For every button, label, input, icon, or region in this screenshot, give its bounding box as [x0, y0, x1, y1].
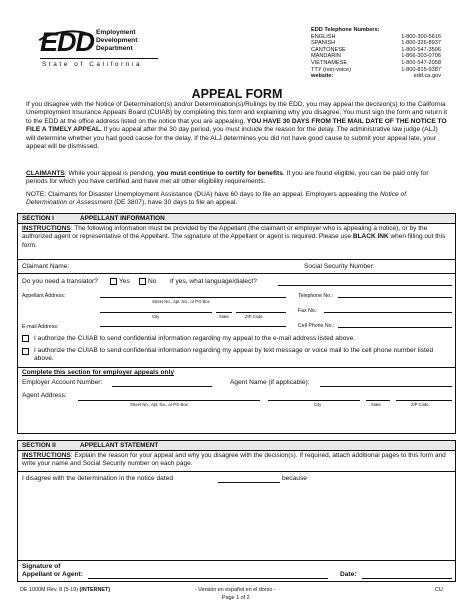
logo-divider	[40, 58, 158, 59]
page-title: APPEAL FORM	[191, 87, 283, 101]
page-number: Page 1 of 2	[222, 595, 250, 601]
claimants-text: : While your appeal is pending,	[64, 170, 157, 177]
logo-line-2: Development	[96, 36, 138, 44]
city-hint: City	[152, 314, 160, 319]
agent-city-hint: City	[314, 402, 322, 407]
divider	[18, 560, 455, 561]
agent-state-hint: State	[371, 402, 381, 407]
phone-language: MANDARIN	[311, 53, 341, 60]
translator-yes-checkbox[interactable]	[110, 278, 117, 285]
notice-date-field[interactable]	[218, 482, 280, 483]
state-field[interactable]	[216, 312, 232, 313]
phone-number: 1-800-547-3506	[401, 46, 441, 53]
claimants-text-rest: . If you are found eligible, you can be paid only for periods for which you have certified and have met all other eligibility requirements.	[26, 170, 429, 186]
cell-phone-label: Cell Phone No.:	[298, 323, 335, 329]
spanish-version-note: - Versión en español en el dorso -	[195, 587, 276, 593]
city-field[interactable]	[100, 312, 212, 313]
agent-street-hint: Street No., Apt. No., or PO Box	[130, 402, 188, 407]
edd-logo	[40, 27, 160, 71]
phone-number: 1-800-815-9387	[401, 66, 441, 73]
translator-no-checkbox[interactable]	[139, 278, 146, 285]
phone-row	[311, 47, 441, 54]
phone-number: 1-800-300-5616	[401, 33, 441, 40]
section-instructions	[18, 451, 455, 470]
claimants-paragraph	[26, 170, 448, 187]
section-header	[18, 441, 455, 451]
form-revision: DE 1000M Rev. 8 (5-19)	[20, 587, 79, 593]
agent-city-field[interactable]	[268, 400, 360, 401]
authorize-text-checkbox[interactable]	[22, 348, 29, 355]
email-label: E-mail Address:	[22, 324, 59, 330]
note-paragraph	[26, 191, 448, 208]
cell-phone-field[interactable]	[338, 327, 452, 328]
black-ink-text: BLACK INK	[352, 233, 389, 241]
email-field[interactable]	[100, 326, 286, 327]
divider	[18, 471, 455, 472]
yes-label: Yes	[119, 278, 130, 285]
logo-mark: EDD	[40, 27, 95, 57]
phone-number: 1-800-326-8937	[401, 40, 441, 47]
phone-language: ENGLISH	[311, 33, 336, 40]
authorize-email-checkbox[interactable]	[22, 335, 29, 342]
date-label: Date:	[340, 571, 357, 578]
signature-label	[22, 563, 83, 579]
internet-tag: (INTERNET)	[79, 587, 111, 593]
phone-number: 1-800-547-2058	[401, 59, 441, 66]
section-instructions	[18, 224, 455, 251]
telephone-title: EDD Telephone Numbers:	[311, 27, 380, 33]
employer-account-label: Employer Account Number:	[22, 379, 103, 386]
divider	[18, 367, 455, 368]
signature-label-line-2: Appellant or Agent:	[22, 571, 83, 578]
authorize-email-text: I authorize the CUIAB to send confidential information regarding my appeal to the e-mail address listed above.	[34, 335, 356, 342]
instructions-label: INSTRUCTIONS	[22, 225, 71, 232]
note-italic: Notice of Determination or Assessment	[26, 191, 407, 207]
phone-language: TTY (non-voice)	[311, 66, 351, 73]
fax-label: Fax No.:	[298, 308, 318, 314]
intro-paragraph	[26, 101, 448, 151]
logo-line-1: Employment	[96, 29, 136, 36]
note-text: NOTE: Claimants for Disaster Unemployment Assistance (DUA) have 60 days to file an appeal. Employers appealing the	[26, 191, 381, 198]
no-label: No	[148, 278, 157, 285]
zip-hint: ZIP Code	[245, 314, 263, 319]
fax-field[interactable]	[324, 312, 452, 313]
instructions-text-rest: when filling out this form.	[22, 233, 446, 249]
employer-section-heading: Complete this section for employer appeals only	[22, 369, 175, 376]
signature-field[interactable]	[88, 578, 328, 579]
agent-state-field[interactable]	[366, 400, 390, 401]
signature-label-line-1: Signature of	[22, 563, 61, 570]
telephone-field[interactable]	[338, 297, 452, 298]
deadline-text: YOU HAVE 30 DAYS FROM THE MAIL DATE OF THE NOTICE TO FILE A TIMELY APPEAL.	[26, 117, 447, 134]
ssn-label: Social Security Number:	[304, 263, 375, 270]
website-link[interactable]: edd.ca.gov	[413, 73, 441, 80]
phone-row	[311, 34, 441, 41]
instructions-text: : The following information must be provided by the Appellant (the claimant or employer who is appealing a notice), or by the authorized agent or representative of the Appellant. The signature of the Appellant or agent is required. Please use	[22, 225, 428, 241]
telephone-label: Telephone No.:	[298, 293, 333, 299]
claimant-name-label: Claimant Name:	[22, 263, 70, 270]
telephone-numbers	[311, 27, 441, 80]
state-hint: State	[219, 314, 229, 319]
language-question: If yes, what language/dialect?	[170, 278, 257, 285]
logo-state-text: State of California	[42, 61, 143, 68]
agent-address-label: Agent Address:	[22, 392, 67, 399]
note-text-rest: (DE 3807), have 30 days to file an appeal.	[112, 199, 238, 207]
appellant-address-label: Appellant Address:	[22, 293, 66, 299]
website-row	[311, 73, 441, 80]
phone-row	[311, 67, 441, 74]
divider	[18, 273, 455, 274]
section-title: APPELLANT INFORMATION	[80, 215, 165, 222]
phone-row	[311, 60, 441, 67]
instructions-label: INSTRUCTIONS	[22, 452, 71, 459]
agent-name-label: Agent Name (if applicable):	[230, 379, 310, 386]
zip-field[interactable]	[236, 312, 286, 313]
section-appellant-information	[17, 213, 456, 434]
divider	[18, 259, 455, 260]
intro-text-rest: If you appeal after the 30 day period, you must include the reason for the delay. The administrative law judge (ALJ) will determine whether you had good cause for the delay. If the ALJ determines you did not have good cause to submit your appeal late, your appeal will be dismissed.	[26, 126, 438, 151]
form-code: CU	[435, 587, 443, 593]
form-id	[20, 587, 110, 593]
date-field[interactable]	[362, 578, 452, 579]
agent-zip-field[interactable]	[396, 400, 452, 401]
appeal-reason-textarea[interactable]	[22, 487, 452, 559]
authorize-text-message: I authorize the CUIAB to send confidential information regarding my appeal by text message or voice mail to the cell phone number listed above.	[34, 347, 434, 363]
website-label: website:	[311, 73, 334, 80]
section-number: SECTION II	[22, 442, 56, 449]
disagree-text: I disagree with the determination in the notice dated	[22, 475, 174, 482]
logo-line-3: Department	[96, 44, 133, 52]
language-field[interactable]	[278, 285, 452, 286]
phone-language: SPANISH	[311, 40, 336, 47]
phone-language: VIETNAMESE	[311, 59, 348, 66]
agent-street-field[interactable]	[78, 400, 260, 401]
section-title: APPELLANT STATEMENT	[80, 442, 159, 449]
section-number: SECTION I	[22, 215, 54, 222]
phone-number: 1-866-303-0706	[401, 53, 441, 60]
instructions-text: : Explain the reason for your appeal and why you disagree with the decision(s). If required, attach additional pages to this form and write your name and Social Security number on each page.	[22, 452, 446, 468]
agent-name-field[interactable]	[320, 386, 452, 387]
because-text: because	[282, 475, 307, 482]
phone-language: CANTONESE	[311, 46, 346, 53]
claimants-label: CLAIMANTS	[26, 170, 65, 177]
agent-zip-hint: ZIP Code	[411, 402, 429, 407]
phone-row	[311, 40, 441, 47]
section-header	[18, 214, 455, 224]
translator-question: Do you need a translator?	[22, 278, 98, 285]
section-appellant-statement	[17, 440, 456, 582]
employer-account-field[interactable]	[112, 386, 212, 387]
street-hint: Street No., Apt. No., or PO Box	[152, 299, 210, 304]
certify-text: you must continue to certify for benefits	[156, 170, 283, 177]
intro-text: If you disagree with the Notice of Determination(s) and/or Determination(s)/Rulings by the EDD, you may appeal the decision(s) to the California Unemployment Insurance Appeals Board (CUIAB) by completing this form and explaining why you disagree. You must sign the form and return it to the EDD at the office address listed on the notice that you are appealing.	[26, 101, 448, 125]
street-field[interactable]	[100, 297, 286, 298]
phone-row	[311, 53, 441, 60]
logo-department-name	[96, 29, 137, 52]
